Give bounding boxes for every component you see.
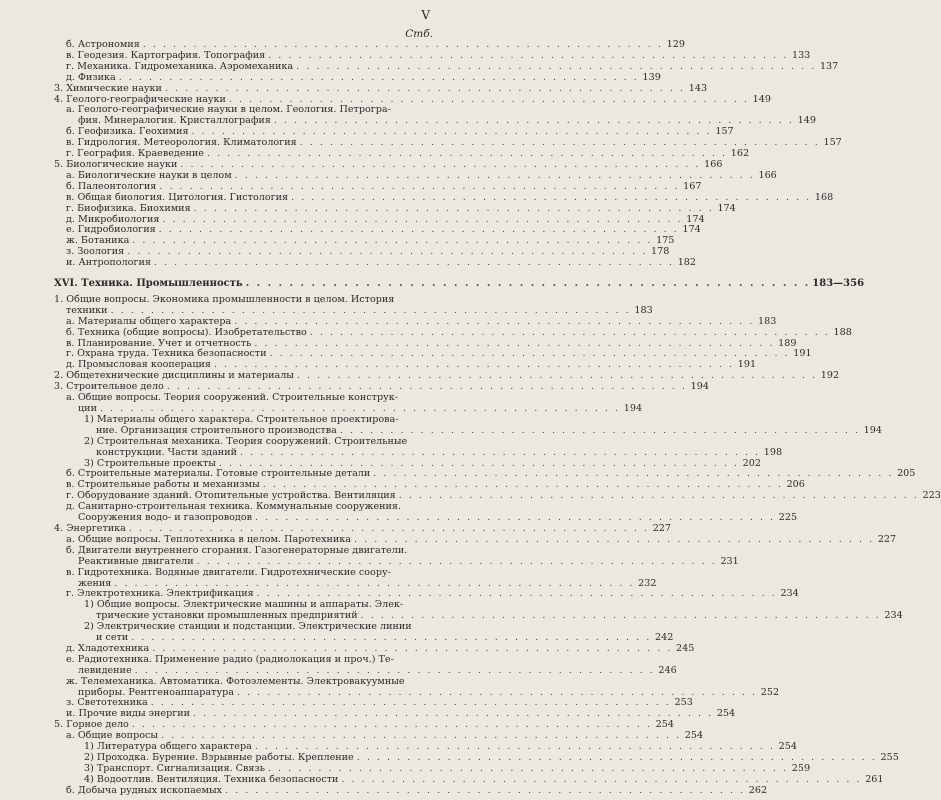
entry-title: д. Хладотехника: [66, 642, 150, 654]
entry-title: левидение: [78, 664, 132, 676]
dot-leader: [191, 204, 714, 215]
entry-title: 4. Энергетика: [54, 522, 126, 534]
entry-title: б. Палеонтология: [66, 180, 157, 192]
entry-title: ж. Ботаника: [66, 235, 130, 247]
entry-page: 149: [797, 115, 816, 127]
dot-leader: [243, 279, 811, 290]
entry-title: б. Двигатели внутреннего сгорания. Газогенераторные двигатели.: [66, 544, 408, 556]
entry-page: 225: [778, 512, 798, 524]
entry-page: 174: [717, 202, 736, 214]
toc-entry: [54, 437, 446, 448]
entry-page: 162: [730, 148, 750, 160]
entry-title: 1) Общие вопросы. Электрические машины и аппараты. Элек-: [84, 599, 404, 611]
entry-page: 183—356: [812, 278, 865, 290]
entry-page: 246: [658, 664, 677, 676]
entry-title: б. Добыча рудных ископаемых: [66, 784, 222, 796]
entry-page: 259: [791, 762, 811, 774]
entry-title: 1) Литература общего характера: [84, 741, 252, 753]
section-heading: [54, 278, 865, 290]
entry-page: 253: [674, 697, 693, 709]
entry-title: жения: [78, 577, 112, 589]
entry-title: 3. Строительное дело: [54, 381, 164, 393]
dot-leader: [337, 426, 860, 437]
toc-entry: [54, 784, 768, 797]
dot-leader: [151, 258, 674, 269]
entry-page: 178: [651, 246, 670, 258]
entry-page: 192: [820, 370, 840, 382]
entry-title: а. Материалы общего характера: [66, 315, 232, 327]
entry-page: 139: [642, 71, 661, 83]
entry-title: д. Промысловая кооперация: [66, 359, 211, 371]
entry-page: 254: [684, 730, 704, 742]
dot-leader: [358, 611, 881, 622]
entry-page: 262: [748, 784, 768, 796]
entry-title: ние. Организация строительного производства: [96, 424, 337, 436]
entry-title: конструкции. Части зданий: [96, 446, 237, 458]
entry-page: 175: [656, 235, 675, 247]
entry-page: 227: [652, 522, 671, 534]
entry-title: XVI. Техника. Промышленность: [54, 278, 243, 290]
entry-title: е. Гидробиология: [66, 224, 156, 236]
entry-title: в. Строительные работы и механизмы: [66, 479, 260, 491]
entry-page: 227: [877, 533, 897, 545]
entry-page: 189: [778, 337, 797, 349]
entry-title: г. Охрана труда. Техника безопасности: [66, 348, 267, 360]
toc-entry: [54, 257, 697, 269]
entry-page: 232: [638, 577, 657, 589]
entry-title: а. Биологические науки в целом: [66, 169, 232, 181]
entry-title: г. Механика. Гидромеханика. Аэромеханика: [66, 60, 294, 72]
entry-page: 198: [763, 446, 783, 458]
entry-title: фия. Минералогия. Кристаллография: [78, 115, 271, 127]
entry-title: д. Микробиология: [66, 213, 160, 225]
entry-page: 174: [682, 224, 701, 236]
entry-page: 194: [863, 424, 882, 436]
entry-title: а. Общие вопросы. Теплотехника в целом. Паротехника: [66, 533, 352, 545]
entry-title: трические установки промышленных предприятий: [96, 610, 358, 622]
entry-title: з. Светотехника: [66, 697, 148, 709]
entry-title: г. Оборудование зданий. Отопительные устройства. Вентиляция: [66, 490, 396, 502]
entry-page: 166: [704, 158, 723, 170]
entry-page: 194: [623, 403, 643, 414]
entry-title: в. Геодезия. Картография. Топография: [66, 49, 266, 61]
entry-page: 157: [715, 126, 734, 138]
dot-leader: [396, 491, 919, 502]
dot-leader: [351, 535, 874, 546]
entry-title: 3. Химические науки: [54, 82, 162, 94]
dot-leader: [162, 84, 685, 95]
entry-title: е. Радиотехника. Применение радио (радиолокация и проч.) Те-: [66, 653, 394, 665]
entry-title: техники: [66, 304, 108, 316]
entry-page: 234: [884, 610, 903, 622]
entry-title: 4. Геолого-географические науки: [54, 93, 226, 105]
entry-page: 254: [655, 719, 674, 731]
entry-title: 2) Строительная механика. Теория сооружений. Строительные: [84, 435, 408, 447]
entry-page: 234: [780, 588, 799, 600]
entry-page: 191: [737, 359, 757, 371]
entry-page: 183: [634, 304, 653, 316]
entry-title: ж. Телемеханика. Автоматика. Фотоэлементы. Электровакуумные: [66, 675, 405, 687]
entry-title: д. Санитарно-строительная техника. Коммунальные сооружения.: [66, 501, 402, 513]
entry-page: 254: [716, 708, 736, 720]
entry-page: 157: [823, 137, 842, 149]
entry-title: Реактивные двигатели: [78, 555, 194, 567]
dot-leader: [307, 328, 830, 339]
entry-title: 3) Строительные проекты: [84, 457, 216, 469]
entry-title: 3) Транспорт. Сигнализация. Связь: [84, 762, 265, 774]
entry-title: 2) Проходка. Бурение. Взрывные работы. Крепление: [84, 752, 354, 763]
column-header: Стб.: [405, 28, 433, 40]
toc-entry: [54, 71, 661, 84]
entry-title: в. Гидротехника. Водяные двигатели. Гидротехнические соору-: [66, 566, 391, 578]
entry-title: ции: [78, 403, 97, 414]
entry-title: 2) Электрические станции и подстанции. Электрические линии: [84, 621, 412, 633]
entry-title: а. Геолого-географические науки в целом. Геология. Петрогра-: [66, 104, 391, 116]
entry-page: 205: [897, 468, 916, 480]
entry-title: 1) Материалы общего характера. Строительное проектирова-: [84, 413, 399, 425]
entry-page: 254: [778, 741, 797, 753]
entry-page: 182: [677, 257, 697, 269]
entry-title: 4) Водоотлив. Вентиляция. Техника безопасности: [84, 773, 339, 785]
entry-page: 167: [683, 180, 702, 192]
entry-page: 188: [833, 326, 852, 338]
entry-page: 194: [690, 381, 709, 393]
entry-title: а. Общие вопросы. Теория сооружений. Строительные конструк-: [66, 392, 398, 404]
entry-title: и. Прочие виды энергии: [66, 708, 191, 720]
entry-title: 5. Биологические науки: [54, 158, 178, 170]
entry-title: г. Электротехника. Электрификация: [66, 588, 254, 600]
entry-title: д. Физика: [66, 71, 116, 83]
entry-title: и. Антропология: [66, 257, 151, 269]
entry-page: 137: [819, 60, 839, 72]
entry-title: в. Гидрология. Метеорология. Климатология: [66, 137, 297, 149]
entry-title: б. Техника (общие вопросы). Изобретательство: [66, 326, 307, 338]
entry-page: 129: [666, 39, 685, 50]
toc-entry: [54, 82, 708, 95]
entry-title: 2. Общетехнические дисциплины и материалы: [54, 370, 294, 382]
entry-title: Сооружения водо- и газопроводов: [78, 512, 252, 524]
entry-page: 255: [880, 752, 899, 763]
entry-title: б. Строительные материалы. Готовые строительные детали: [66, 468, 371, 480]
toc-entry: [54, 191, 834, 204]
dot-leader: [237, 448, 760, 459]
entry-page: 149: [752, 93, 771, 105]
entry-title: г. География. Краеведение: [66, 148, 204, 160]
entry-title: б. Астрономия: [66, 39, 140, 50]
table-of-contents: [54, 39, 941, 797]
entry-page: 206: [786, 479, 805, 491]
entry-title: 1. Общие вопросы. Экономика промышленности в целом. История: [54, 293, 395, 305]
entry-page: 202: [742, 457, 761, 469]
entry-page: 166: [758, 169, 777, 181]
entry-title: 5. Горное дело: [54, 719, 129, 731]
entry-title: приборы. Рентгеноаппаратура: [78, 686, 234, 698]
toc-entry: [54, 202, 736, 215]
entry-page: 223: [922, 490, 941, 502]
entry-page: 174: [686, 213, 705, 225]
entry-page: 191: [793, 348, 812, 360]
dot-leader: [222, 786, 745, 797]
entry-page: 183: [758, 315, 777, 327]
entry-title: б. Геофизика. Геохимия: [66, 126, 189, 138]
entry-page: 242: [655, 632, 674, 644]
entry-page: 231: [720, 555, 739, 567]
toc-entry: [54, 568, 446, 579]
entry-title: в. Общая биология. Цитология. Гистология: [66, 191, 289, 203]
entry-title: и сети: [96, 632, 129, 644]
toc-entry: [54, 326, 852, 339]
dot-leader: [288, 193, 811, 204]
entry-page: 168: [814, 191, 834, 203]
entry-page: 133: [791, 49, 811, 61]
entry-page: 245: [676, 642, 695, 654]
entry-title: г. Биофизика. Биохимия: [66, 202, 191, 214]
entry-page: 252: [760, 686, 780, 698]
entry-title: а. Общие вопросы: [66, 730, 158, 742]
entry-page: 261: [865, 773, 884, 785]
entry-title: в. Планирование. Учет и отчетность: [66, 337, 252, 349]
dot-leader: [116, 73, 639, 84]
toc-entry: [54, 677, 446, 688]
page-number: V: [421, 8, 430, 22]
entry-title: з. Зоология: [66, 246, 125, 258]
toc-entry: [54, 446, 783, 459]
entry-page: 143: [688, 82, 708, 94]
